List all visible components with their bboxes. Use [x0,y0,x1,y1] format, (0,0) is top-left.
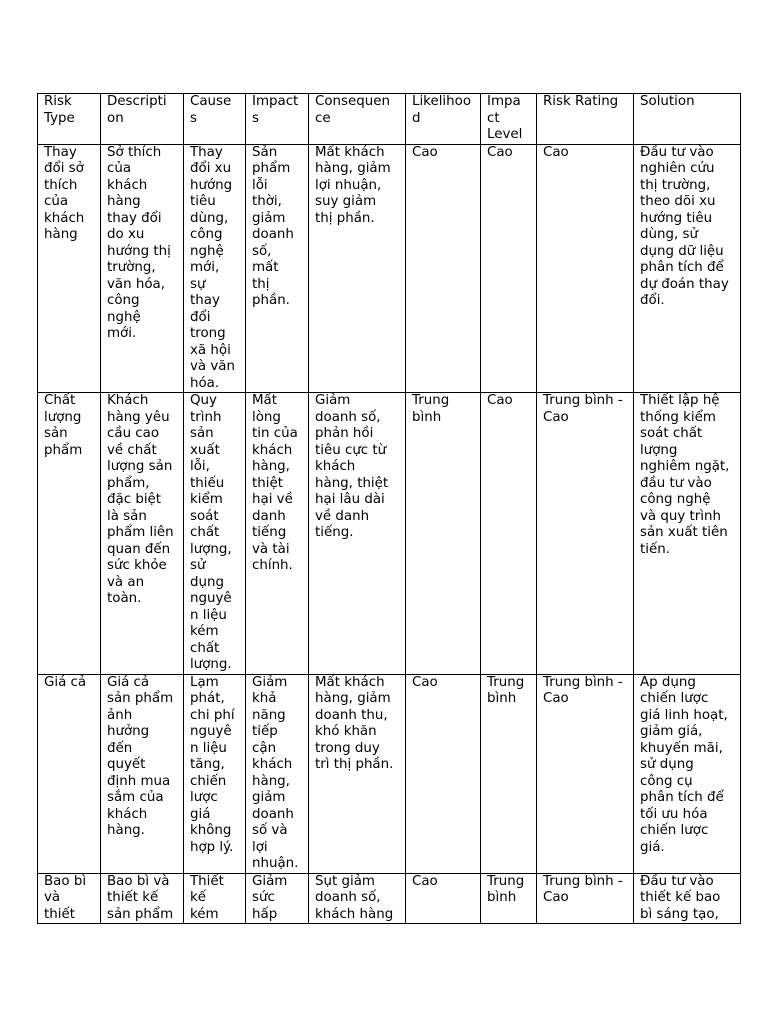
cell-impact-level: Cao [481,393,537,675]
cell-risk-type: Thay đổi sở thích của khách hàng [38,144,101,393]
cell-risk-rating: Trung bình - Cao [537,873,634,924]
header-impact-level: Impa ct Level [481,94,537,145]
header-risk-type: Risk Type [38,94,101,145]
cell-causes: Thay đổi xu hướng tiêu dùng, công nghệ mới, sự thay đổi trong xã hội và văn hóa. [184,144,246,393]
header-consequence: Consequen ce [309,94,406,145]
cell-causes: Thiết kế kém [184,873,246,924]
cell-description: Giá cả sản phẩm ảnh hưởng đến quyết định mua sắm của khách hàng. [101,674,184,873]
cell-description: Khách hàng yêu cầu cao về chất lượng sản phẩm, đặc biệt là sản phẩm liên quan đến sức khỏe và an toàn. [101,393,184,675]
cell-likelihood: Trung bình [406,393,481,675]
table-row [38,393,741,675]
cell-risk-rating: Cao [537,144,634,393]
header-impacts: Impact s [246,94,309,145]
cell-consequence: Mất khách hàng, giảm doanh thu, khó khăn trong duy trì thị phần. [309,674,406,873]
cell-impacts: Sản phẩm lỗi thời, giảm doanh số, mất thị phần. [246,144,309,393]
table-row [38,674,741,873]
table-row [38,873,741,924]
cell-solution: Thiết lập hệ thống kiểm soát chất lượng nghiêm ngặt, đầu tư vào công nghệ và quy trình sản xuất tiên tiến. [634,393,741,675]
cell-impacts: Mất lòng tin của khách hàng, thiệt hại về danh tiếng và tài chính. [246,393,309,675]
cell-likelihood: Cao [406,674,481,873]
cell-risk-type: Giá cả [38,674,101,873]
cell-consequence: Giảm doanh số, phản hồi tiêu cực từ khách hàng, thiệt hại lâu dài về danh tiếng. [309,393,406,675]
cell-description: Sở thích của khách hàng thay đổi do xu hướng thị trường, văn hóa, công nghệ mới. [101,144,184,393]
cell-likelihood: Cao [406,144,481,393]
cell-impact-level: Cao [481,144,537,393]
header-solution: Solution [634,94,741,145]
cell-causes: Quy trình sản xuất lỗi, thiếu kiểm soát chất lượng, sử dụng nguyê n liệu kém chất lượng. [184,393,246,675]
cell-risk-type: Chất lượng sản phẩm [38,393,101,675]
cell-solution: Áp dụng chiến lược giá linh hoạt, giảm giá, khuyến mãi, sử dụng công cụ phân tích để tối ưu hóa chiến lược giá. [634,674,741,873]
cell-risk-rating: Trung bình - Cao [537,674,634,873]
cell-risk-rating: Trung bình - Cao [537,393,634,675]
table-header-row [38,94,741,145]
cell-consequence: Mất khách hàng, giảm lợi nhuận, suy giảm thị phần. [309,144,406,393]
cell-description: Bao bì và thiết kế sản phẩm [101,873,184,924]
risk-table [37,93,741,924]
cell-impact-level: Trung bình [481,674,537,873]
table-row [38,144,741,393]
cell-solution: Đầu tư vào thiết kế bao bì sáng tạo, [634,873,741,924]
cell-risk-type: Bao bì và thiết [38,873,101,924]
header-description: Descripti on [101,94,184,145]
header-causes: Cause s [184,94,246,145]
cell-impact-level: Trung bình [481,873,537,924]
cell-consequence: Sụt giảm doanh số, khách hàng [309,873,406,924]
cell-causes: Lạm phát, chi phí nguyê n liệu tăng, chiến lược giá không hợp lý. [184,674,246,873]
header-risk-rating: Risk Rating [537,94,634,145]
cell-impacts: Giảm khả năng tiếp cận khách hàng, giảm doanh số và lợi nhuận. [246,674,309,873]
cell-solution: Đầu tư vào nghiên cứu thị trường, theo dõi xu hướng tiêu dùng, sử dụng dữ liệu phân tích để dự đoán thay đổi. [634,144,741,393]
header-likelihood: Likelihoo d [406,94,481,145]
cell-likelihood: Cao [406,873,481,924]
cell-impacts: Giảm sức hấp [246,873,309,924]
